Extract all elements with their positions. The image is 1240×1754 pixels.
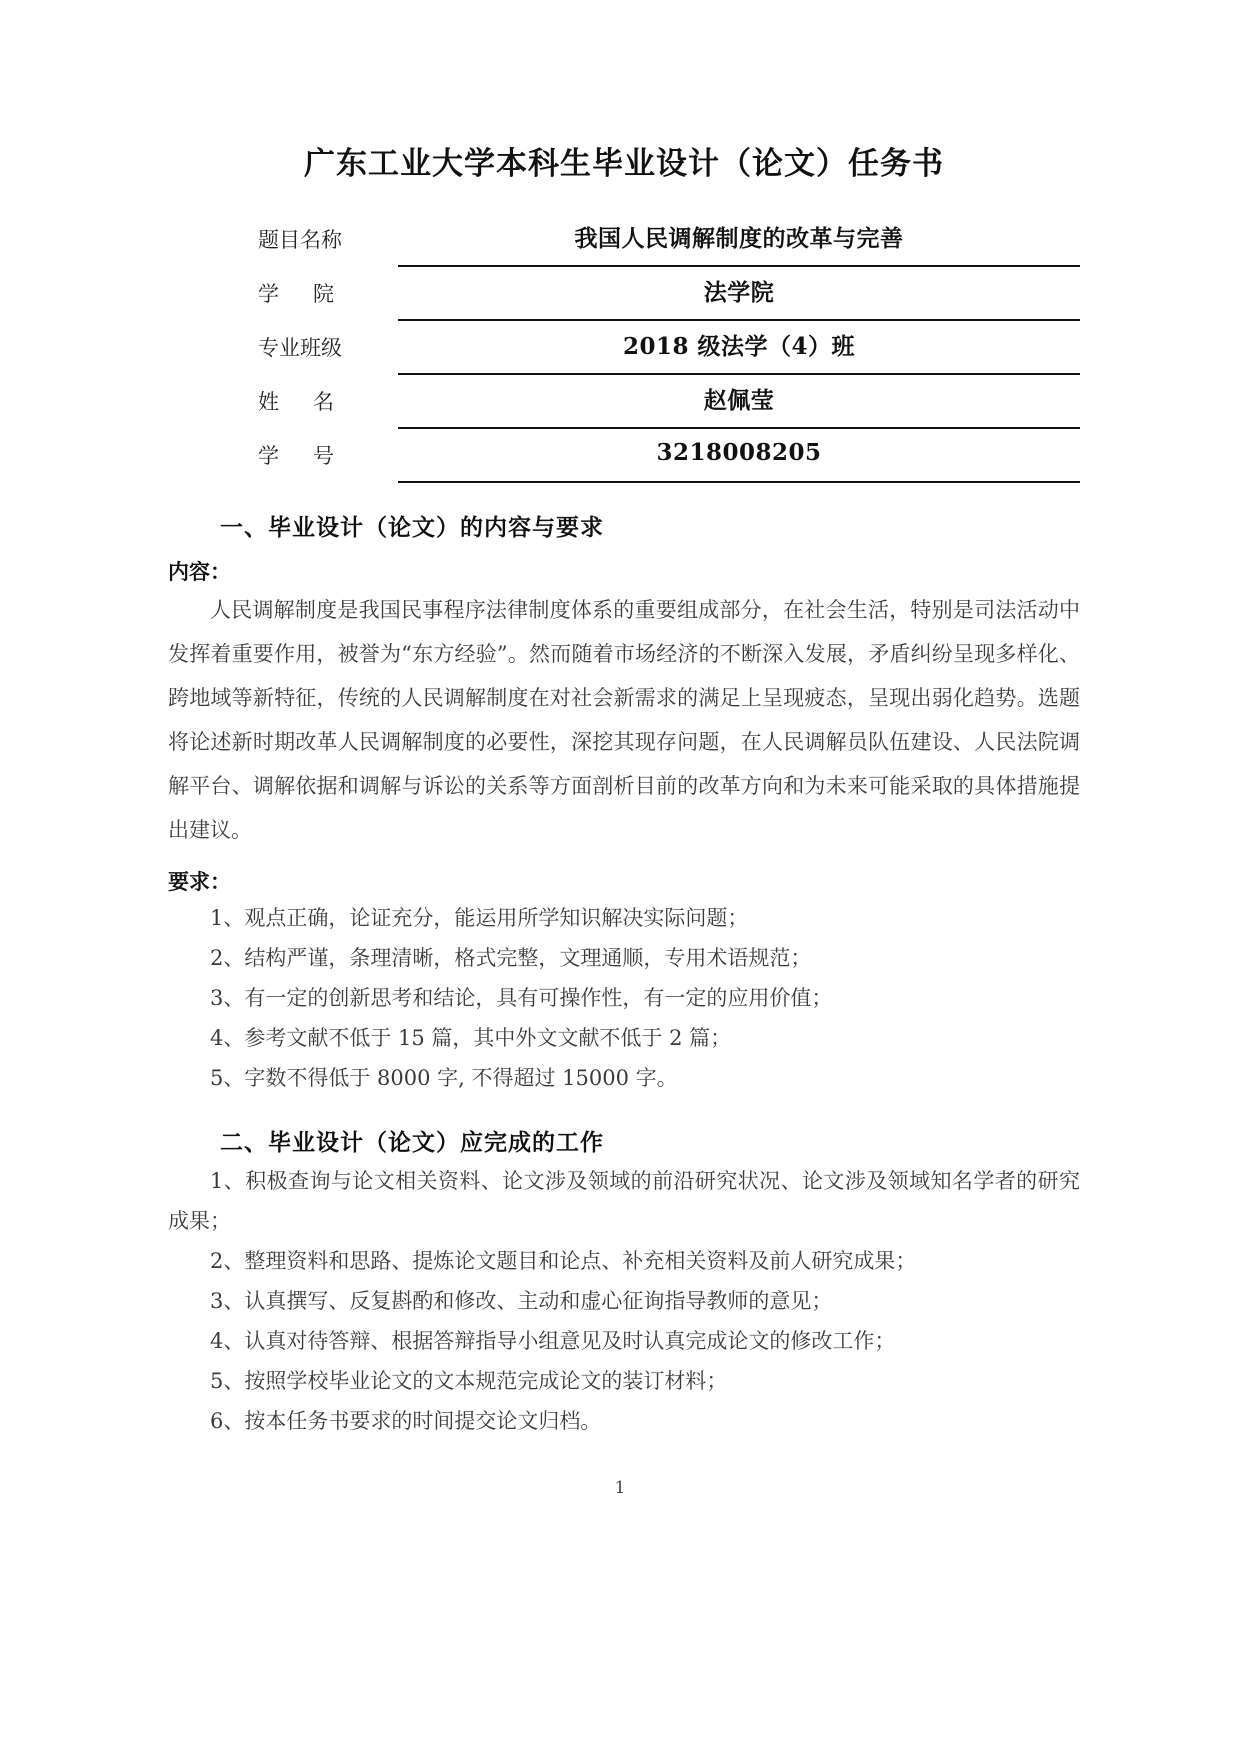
- work-items-list: [168, 1161, 1080, 1441]
- field-label-project-title: 题目名称: [258, 227, 342, 252]
- field-value-class: 2018 级法学（4）班: [398, 320, 1080, 374]
- requirements-list: [168, 898, 1080, 1098]
- list-item: 5、按照学校毕业论文的文本规范完成论文的装订材料；: [210, 1368, 728, 1393]
- requirements-label: 要求：: [168, 868, 231, 894]
- list-item: 1、积极查询与论文相关资料、论文涉及领域的前沿研究状况、论文涉及领域知名学者的研究成果；: [168, 1168, 1080, 1233]
- page-number: 1: [614, 1478, 626, 1498]
- table-row: [168, 320, 1080, 374]
- page-title: 广东工业大学本科生毕业设计（论文）任务书: [304, 146, 944, 182]
- list-item: 4、参考文献不低于 15 篇，其中外文文献不低于 2 篇；: [210, 1025, 732, 1050]
- field-label-college: 学 院: [258, 281, 334, 306]
- field-value-name: 赵佩莹: [398, 374, 1080, 428]
- field-value-college: 法学院: [398, 266, 1080, 320]
- section-heading-two: 二、毕业设计（论文）应完成的工作: [220, 1128, 604, 1156]
- content-paragraph: 人民调解制度是我国民事程序法律制度体系的重要组成部分，在社会生活，特别是司法活动中发挥着重要作用，被誉为“东方经验”。然而随着市场经济的不断深入发展，矛盾纠纷呈现多样化、跨地域等新特征，传统的人民调解制度在对社会新需求的满足上呈现疲态，呈现出弱化趋势。选题将论述新时期改革人民调解制度的必要性，深挖其现存问题，在人民调解员队伍建设、人民法院调解平台、调解依据和调解与诉讼的关系等方面剖析目前的改革方向和为未来可能采取的具体措施提出建议。: [168, 597, 1080, 842]
- list-item: 3、有一定的创新思考和结论，具有可操作性，有一定的应用价值；: [210, 985, 833, 1010]
- list-item: 1、观点正确，论证充分，能运用所学知识解决实际问题；: [210, 905, 749, 930]
- field-label-name: 姓 名: [258, 389, 334, 414]
- table-row: [168, 428, 1080, 482]
- list-item: 5、字数不得低于 8000 字, 不得超过 15000 字。: [210, 1065, 678, 1090]
- table-row: [168, 266, 1080, 320]
- list-item: 2、结构严谨，条理清晰，格式完整，文理通顺，专用术语规范；: [210, 945, 812, 970]
- field-label-class: 专业班级: [258, 335, 342, 360]
- content-label: 内容：: [168, 558, 231, 584]
- field-value-project-title: 我国人民调解制度的改革与完善: [398, 212, 1080, 266]
- section-heading-one: 一、毕业设计（论文）的内容与要求: [220, 513, 604, 541]
- field-value-student-id: 3218008205: [398, 428, 1080, 482]
- header-info-table: [168, 212, 1080, 483]
- field-label-student-id: 学 号: [258, 443, 334, 468]
- list-item: 2、整理资料和思路、提炼论文题目和论点、补充相关资料及前人研究成果；: [210, 1248, 917, 1273]
- document-content: [168, 0, 1080, 1441]
- list-item: 4、认真对待答辩、根据答辩指导小组意见及时认真完成论文的修改工作；: [210, 1328, 896, 1353]
- table-row: [168, 374, 1080, 428]
- list-item: 6、按本任务书要求的时间提交论文归档。: [210, 1408, 602, 1433]
- list-item: 3、认真撰写、反复斟酌和修改、主动和虚心征询指导教师的意见；: [210, 1288, 833, 1313]
- table-row: [168, 212, 1080, 266]
